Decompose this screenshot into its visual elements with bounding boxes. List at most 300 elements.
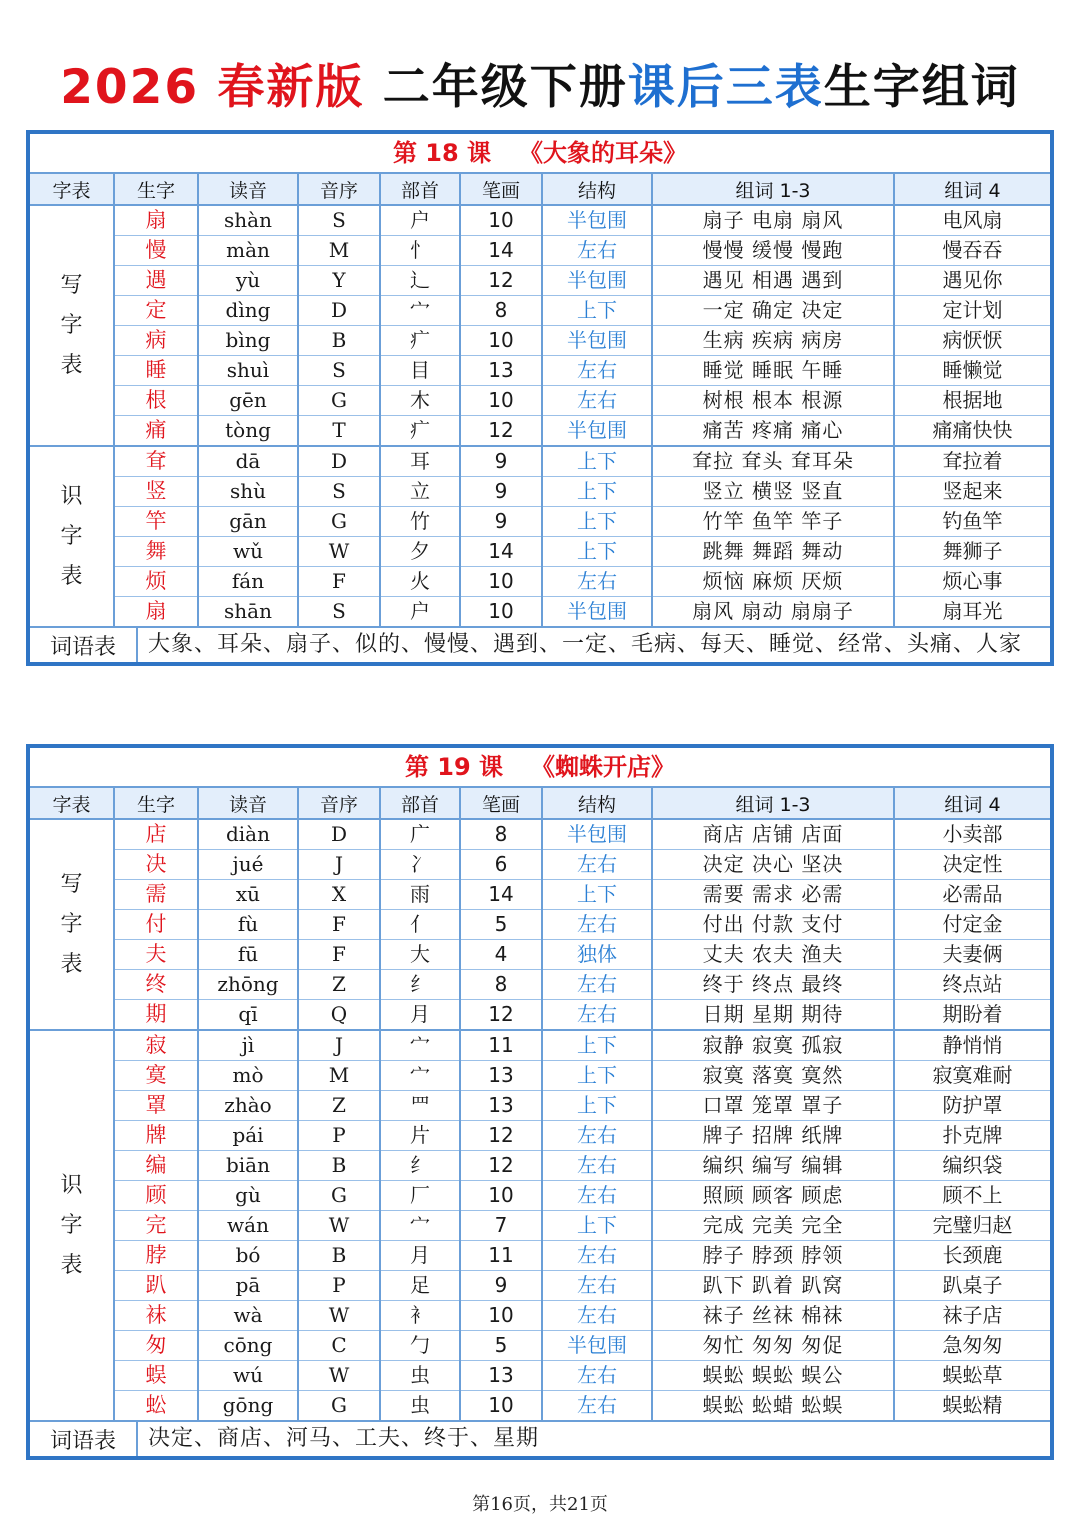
strokes-cell: 10 — [460, 1301, 542, 1331]
structure-cell: 左右 — [542, 236, 652, 266]
character-cell: 寞 — [114, 1061, 198, 1091]
word-list-row — [30, 628, 1050, 662]
initial-cell: C — [298, 1331, 380, 1361]
table-row — [30, 296, 1050, 326]
strokes-cell: 4 — [460, 940, 542, 970]
table-row — [30, 880, 1050, 910]
strokes-cell: 10 — [460, 567, 542, 597]
table-row — [30, 1181, 1050, 1211]
strokes-cell: 14 — [460, 236, 542, 266]
word4-cell: 期盼着 — [894, 1000, 1050, 1031]
radical-cell: 大 — [380, 940, 460, 970]
structure-cell: 左右 — [542, 1000, 652, 1031]
word4-cell: 必需品 — [894, 880, 1050, 910]
structure-cell: 左右 — [542, 970, 652, 1000]
structure-cell: 半包围 — [542, 205, 652, 236]
pinyin-cell: wà — [198, 1301, 298, 1331]
structure-cell: 左右 — [542, 910, 652, 940]
structure-cell: 左右 — [542, 1361, 652, 1391]
word4-cell: 小卖部 — [894, 819, 1050, 850]
column-header: 字表 — [30, 788, 114, 819]
initial-cell: M — [298, 236, 380, 266]
column-header: 字表 — [30, 174, 114, 205]
table-row — [30, 477, 1050, 507]
initial-cell: J — [298, 1030, 380, 1061]
table-row — [30, 1000, 1050, 1031]
structure-cell: 左右 — [542, 1271, 652, 1301]
initial-cell: B — [298, 1241, 380, 1271]
lesson-number: 第 19 课 — [404, 753, 504, 781]
radical-cell: 雨 — [380, 880, 460, 910]
initial-cell: M — [298, 1061, 380, 1091]
table-row — [30, 1391, 1050, 1422]
column-header: 结构 — [542, 174, 652, 205]
strokes-cell: 9 — [460, 446, 542, 477]
column-header: 生字 — [114, 174, 198, 205]
structure-cell: 左右 — [542, 386, 652, 416]
pinyin-cell: màn — [198, 236, 298, 266]
radical-cell: 勹 — [380, 1331, 460, 1361]
character-cell: 舞 — [114, 537, 198, 567]
radical-cell: 夕 — [380, 537, 460, 567]
words-cell: 口罩 笼罩 罩子 — [652, 1091, 894, 1121]
words-cell: 遇见 相遇 遇到 — [652, 266, 894, 296]
initial-cell: F — [298, 940, 380, 970]
word4-cell: 终点站 — [894, 970, 1050, 1000]
character-cell: 蚣 — [114, 1391, 198, 1422]
pinyin-cell: shù — [198, 477, 298, 507]
radical-cell: 虫 — [380, 1361, 460, 1391]
radical-cell: 木 — [380, 386, 460, 416]
column-header: 组词 4 — [894, 174, 1050, 205]
structure-cell: 上下 — [542, 296, 652, 326]
structure-cell: 左右 — [542, 1391, 652, 1422]
group-label-char: 表 — [60, 352, 83, 378]
word4-cell: 蜈蚣精 — [894, 1391, 1050, 1422]
structure-cell: 左右 — [542, 1121, 652, 1151]
words-cell: 寂静 寂寞 孤寂 — [652, 1030, 894, 1061]
initial-cell: S — [298, 597, 380, 628]
words-cell: 竖立 横竖 竖直 — [652, 477, 894, 507]
words-cell: 耷拉 耷头 耷耳朵 — [652, 446, 894, 477]
character-cell: 寂 — [114, 1030, 198, 1061]
character-cell: 决 — [114, 850, 198, 880]
group-label-char: 表 — [60, 563, 83, 589]
initial-cell: P — [298, 1121, 380, 1151]
radical-cell: 竹 — [380, 507, 460, 537]
pinyin-cell: fū — [198, 940, 298, 970]
title-words: 生字组词 — [823, 60, 1020, 115]
table-row — [30, 537, 1050, 567]
lesson-18-panel — [26, 130, 1054, 666]
table-group-label — [30, 205, 114, 446]
table-row — [30, 326, 1050, 356]
character-cell: 扇 — [114, 205, 198, 236]
word4-cell: 长颈鹿 — [894, 1241, 1050, 1271]
table-row — [30, 1030, 1050, 1061]
structure-cell: 上下 — [542, 1091, 652, 1121]
initial-cell: D — [298, 819, 380, 850]
title-grade: 二年级下册 — [382, 60, 628, 115]
strokes-cell: 13 — [460, 1091, 542, 1121]
character-table — [30, 788, 1050, 1422]
pinyin-cell: yù — [198, 266, 298, 296]
words-cell: 牌子 招牌 纸牌 — [652, 1121, 894, 1151]
radical-cell: 广 — [380, 819, 460, 850]
table-row — [30, 446, 1050, 477]
word-list-row — [30, 1422, 1050, 1456]
words-cell: 照顾 顾客 顾虑 — [652, 1181, 894, 1211]
strokes-cell: 6 — [460, 850, 542, 880]
words-cell: 匆忙 匆匆 匆促 — [652, 1331, 894, 1361]
word4-cell: 根据地 — [894, 386, 1050, 416]
initial-cell: G — [298, 1391, 380, 1422]
table-row — [30, 1061, 1050, 1091]
initial-cell: B — [298, 1151, 380, 1181]
initial-cell: S — [298, 356, 380, 386]
pinyin-cell: dā — [198, 446, 298, 477]
table-row — [30, 1091, 1050, 1121]
strokes-cell: 10 — [460, 1181, 542, 1211]
word4-cell: 慢吞吞 — [894, 236, 1050, 266]
word4-cell: 付定金 — [894, 910, 1050, 940]
group-label-char: 写 — [60, 272, 83, 298]
words-cell: 寂寞 落寞 寞然 — [652, 1061, 894, 1091]
word4-cell: 决定性 — [894, 850, 1050, 880]
structure-cell: 上下 — [542, 1211, 652, 1241]
pinyin-cell: xū — [198, 880, 298, 910]
strokes-cell: 5 — [460, 910, 542, 940]
pinyin-cell: gēn — [198, 386, 298, 416]
character-cell: 终 — [114, 970, 198, 1000]
table-row — [30, 850, 1050, 880]
column-header: 结构 — [542, 788, 652, 819]
pinyin-cell: wú — [198, 1361, 298, 1391]
column-header: 组词 4 — [894, 788, 1050, 819]
table-row — [30, 1271, 1050, 1301]
word4-cell: 防护罩 — [894, 1091, 1050, 1121]
column-header: 音序 — [298, 788, 380, 819]
group-label-char: 字 — [60, 1212, 83, 1238]
radical-cell: 忄 — [380, 236, 460, 266]
pinyin-cell: zhōng — [198, 970, 298, 1000]
column-header: 笔画 — [460, 788, 542, 819]
word-list-label: 词语表 — [30, 1422, 138, 1456]
word4-cell: 趴桌子 — [894, 1271, 1050, 1301]
initial-cell: D — [298, 296, 380, 326]
pinyin-cell: jué — [198, 850, 298, 880]
word4-cell: 电风扇 — [894, 205, 1050, 236]
words-cell: 编织 编写 编辑 — [652, 1151, 894, 1181]
strokes-cell: 10 — [460, 326, 542, 356]
table-row — [30, 1361, 1050, 1391]
table-row — [30, 356, 1050, 386]
words-cell: 蜈蚣 蚣蜡 蚣蜈 — [652, 1391, 894, 1422]
column-header: 生字 — [114, 788, 198, 819]
initial-cell: S — [298, 205, 380, 236]
word4-cell: 睡懒觉 — [894, 356, 1050, 386]
word4-cell: 病恹恹 — [894, 326, 1050, 356]
table-row — [30, 819, 1050, 850]
table-row — [30, 597, 1050, 628]
table-row — [30, 1151, 1050, 1181]
table-group-label — [30, 1030, 114, 1421]
column-header: 部首 — [380, 174, 460, 205]
character-cell: 夫 — [114, 940, 198, 970]
radical-cell: 宀 — [380, 1061, 460, 1091]
radical-cell: 月 — [380, 1000, 460, 1031]
character-cell: 根 — [114, 386, 198, 416]
word4-cell: 耷拉着 — [894, 446, 1050, 477]
strokes-cell: 12 — [460, 266, 542, 296]
pinyin-cell: jì — [198, 1030, 298, 1061]
lesson-title — [30, 748, 1050, 788]
word4-cell: 顾不上 — [894, 1181, 1050, 1211]
character-cell: 扇 — [114, 597, 198, 628]
radical-cell: 辶 — [380, 266, 460, 296]
strokes-cell: 10 — [460, 597, 542, 628]
lesson-19-panel — [26, 744, 1054, 1460]
character-cell: 需 — [114, 880, 198, 910]
pinyin-cell: bó — [198, 1241, 298, 1271]
structure-cell: 半包围 — [542, 416, 652, 447]
initial-cell: F — [298, 567, 380, 597]
table-row — [30, 205, 1050, 236]
column-header: 音序 — [298, 174, 380, 205]
pinyin-cell: gōng — [198, 1391, 298, 1422]
character-table — [30, 174, 1050, 628]
radical-cell: 虫 — [380, 1391, 460, 1422]
strokes-cell: 14 — [460, 880, 542, 910]
pinyin-cell: biān — [198, 1151, 298, 1181]
character-cell: 慢 — [114, 236, 198, 266]
title-year-edition: 2026 春新版 — [60, 60, 365, 115]
group-label-char: 识 — [60, 1172, 83, 1198]
words-cell: 商店 店铺 店面 — [652, 819, 894, 850]
structure-cell: 上下 — [542, 537, 652, 567]
initial-cell: B — [298, 326, 380, 356]
radical-cell: 户 — [380, 597, 460, 628]
words-cell: 需要 需求 必需 — [652, 880, 894, 910]
character-cell: 趴 — [114, 1271, 198, 1301]
radical-cell: 纟 — [380, 970, 460, 1000]
radical-cell: 足 — [380, 1271, 460, 1301]
word4-cell: 静悄悄 — [894, 1030, 1050, 1061]
structure-cell: 左右 — [542, 1151, 652, 1181]
table-row — [30, 910, 1050, 940]
structure-cell: 半包围 — [542, 819, 652, 850]
strokes-cell: 5 — [460, 1331, 542, 1361]
strokes-cell: 10 — [460, 205, 542, 236]
structure-cell: 左右 — [542, 567, 652, 597]
table-row — [30, 1121, 1050, 1151]
words-cell: 趴下 趴着 趴窝 — [652, 1271, 894, 1301]
table-row — [30, 236, 1050, 266]
words-cell: 付出 付款 支付 — [652, 910, 894, 940]
column-header: 部首 — [380, 788, 460, 819]
strokes-cell: 8 — [460, 819, 542, 850]
header-row — [30, 174, 1050, 205]
word-list-text: 决定、商店、河马、工夫、终于、星期 — [148, 1426, 540, 1451]
strokes-cell: 9 — [460, 477, 542, 507]
strokes-cell: 7 — [460, 1211, 542, 1241]
initial-cell: D — [298, 446, 380, 477]
radical-cell: 宀 — [380, 296, 460, 326]
words-cell: 一定 确定 决定 — [652, 296, 894, 326]
table-group-label — [30, 446, 114, 627]
table-row — [30, 507, 1050, 537]
table-row — [30, 940, 1050, 970]
pinyin-cell: pái — [198, 1121, 298, 1151]
words-cell: 决定 决心 坚决 — [652, 850, 894, 880]
word-list-label: 词语表 — [30, 628, 138, 662]
character-cell: 竖 — [114, 477, 198, 507]
radical-cell: 疒 — [380, 416, 460, 447]
words-cell: 脖子 脖颈 脖领 — [652, 1241, 894, 1271]
character-cell: 付 — [114, 910, 198, 940]
character-cell: 烦 — [114, 567, 198, 597]
radical-cell: 宀 — [380, 1211, 460, 1241]
word4-cell: 蜈蚣草 — [894, 1361, 1050, 1391]
pinyin-cell: qī — [198, 1000, 298, 1031]
strokes-cell: 14 — [460, 537, 542, 567]
pinyin-cell: gān — [198, 507, 298, 537]
column-header: 笔画 — [460, 174, 542, 205]
group-label-char: 表 — [60, 1252, 83, 1278]
table-row — [30, 970, 1050, 1000]
word4-cell: 钓鱼竿 — [894, 507, 1050, 537]
character-cell: 病 — [114, 326, 198, 356]
words-cell: 树根 根本 根源 — [652, 386, 894, 416]
word4-cell: 编织袋 — [894, 1151, 1050, 1181]
structure-cell: 上下 — [542, 880, 652, 910]
character-cell: 耷 — [114, 446, 198, 477]
character-cell: 定 — [114, 296, 198, 326]
initial-cell: W — [298, 1361, 380, 1391]
word4-cell: 完璧归赵 — [894, 1211, 1050, 1241]
character-cell: 蜈 — [114, 1361, 198, 1391]
table-row — [30, 1211, 1050, 1241]
words-cell: 扇风 扇动 扇扇子 — [652, 597, 894, 628]
lesson-name: 《蜘蛛开店》 — [531, 753, 676, 781]
group-label-char: 写 — [60, 871, 83, 897]
structure-cell: 上下 — [542, 1030, 652, 1061]
lesson-name: 《大象的耳朵》 — [519, 139, 688, 167]
structure-cell: 上下 — [542, 446, 652, 477]
character-cell: 牌 — [114, 1121, 198, 1151]
table-row — [30, 1241, 1050, 1271]
radical-cell: 片 — [380, 1121, 460, 1151]
word4-cell: 痛痛快快 — [894, 416, 1050, 447]
pinyin-cell: wán — [198, 1211, 298, 1241]
title-three-tables: 课后三表 — [627, 60, 824, 115]
page-title — [0, 56, 1080, 120]
pinyin-cell: diàn — [198, 819, 298, 850]
radical-cell: 火 — [380, 567, 460, 597]
radical-cell: 宀 — [380, 1030, 460, 1061]
structure-cell: 上下 — [542, 477, 652, 507]
word4-cell: 寂寞难耐 — [894, 1061, 1050, 1091]
initial-cell: W — [298, 1211, 380, 1241]
character-cell: 编 — [114, 1151, 198, 1181]
strokes-cell: 9 — [460, 1271, 542, 1301]
table-row — [30, 1331, 1050, 1361]
character-cell: 袜 — [114, 1301, 198, 1331]
structure-cell: 左右 — [542, 356, 652, 386]
table-row — [30, 1301, 1050, 1331]
initial-cell: T — [298, 416, 380, 447]
table-row — [30, 416, 1050, 447]
word4-cell: 扇耳光 — [894, 597, 1050, 628]
pinyin-cell: dìng — [198, 296, 298, 326]
strokes-cell: 11 — [460, 1030, 542, 1061]
words-cell: 终于 终点 最终 — [652, 970, 894, 1000]
radical-cell: 纟 — [380, 1151, 460, 1181]
structure-cell: 左右 — [542, 850, 652, 880]
character-cell: 睡 — [114, 356, 198, 386]
words-cell: 跳舞 舞蹈 舞动 — [652, 537, 894, 567]
radical-cell: 耳 — [380, 446, 460, 477]
group-label-char: 字 — [60, 312, 83, 338]
pinyin-cell: fù — [198, 910, 298, 940]
table-row — [30, 386, 1050, 416]
word4-cell: 竖起来 — [894, 477, 1050, 507]
word4-cell: 舞狮子 — [894, 537, 1050, 567]
radical-cell: 衤 — [380, 1301, 460, 1331]
initial-cell: Q — [298, 1000, 380, 1031]
character-cell: 完 — [114, 1211, 198, 1241]
character-cell: 脖 — [114, 1241, 198, 1271]
character-cell: 期 — [114, 1000, 198, 1031]
strokes-cell: 12 — [460, 1151, 542, 1181]
words-cell: 蜈蚣 蜈蚣 蜈公 — [652, 1361, 894, 1391]
pinyin-cell: shān — [198, 597, 298, 628]
pinyin-cell: bìng — [198, 326, 298, 356]
lesson-number: 第 18 课 — [392, 139, 492, 167]
strokes-cell: 13 — [460, 1361, 542, 1391]
initial-cell: G — [298, 1181, 380, 1211]
pinyin-cell: tòng — [198, 416, 298, 447]
character-cell: 罩 — [114, 1091, 198, 1121]
radical-cell: 疒 — [380, 326, 460, 356]
strokes-cell: 12 — [460, 416, 542, 447]
structure-cell: 左右 — [542, 1241, 652, 1271]
structure-cell: 左右 — [542, 1301, 652, 1331]
structure-cell: 半包围 — [542, 1331, 652, 1361]
pinyin-cell: cōng — [198, 1331, 298, 1361]
structure-cell: 半包围 — [542, 266, 652, 296]
initial-cell: G — [298, 386, 380, 416]
initial-cell: W — [298, 1301, 380, 1331]
table-group-label — [30, 819, 114, 1030]
initial-cell: G — [298, 507, 380, 537]
initial-cell: P — [298, 1271, 380, 1301]
radical-cell: 厂 — [380, 1181, 460, 1211]
table-row — [30, 567, 1050, 597]
strokes-cell: 11 — [460, 1241, 542, 1271]
strokes-cell: 12 — [460, 1000, 542, 1031]
radical-cell: 立 — [380, 477, 460, 507]
words-cell: 慢慢 缓慢 慢跑 — [652, 236, 894, 266]
column-header: 读音 — [198, 174, 298, 205]
word4-cell: 扑克牌 — [894, 1121, 1050, 1151]
word4-cell: 急匆匆 — [894, 1331, 1050, 1361]
strokes-cell: 12 — [460, 1121, 542, 1151]
group-label-char: 字 — [60, 911, 83, 937]
page-footer: 第16页，共21页 — [472, 1494, 608, 1515]
initial-cell: W — [298, 537, 380, 567]
character-cell: 顾 — [114, 1181, 198, 1211]
